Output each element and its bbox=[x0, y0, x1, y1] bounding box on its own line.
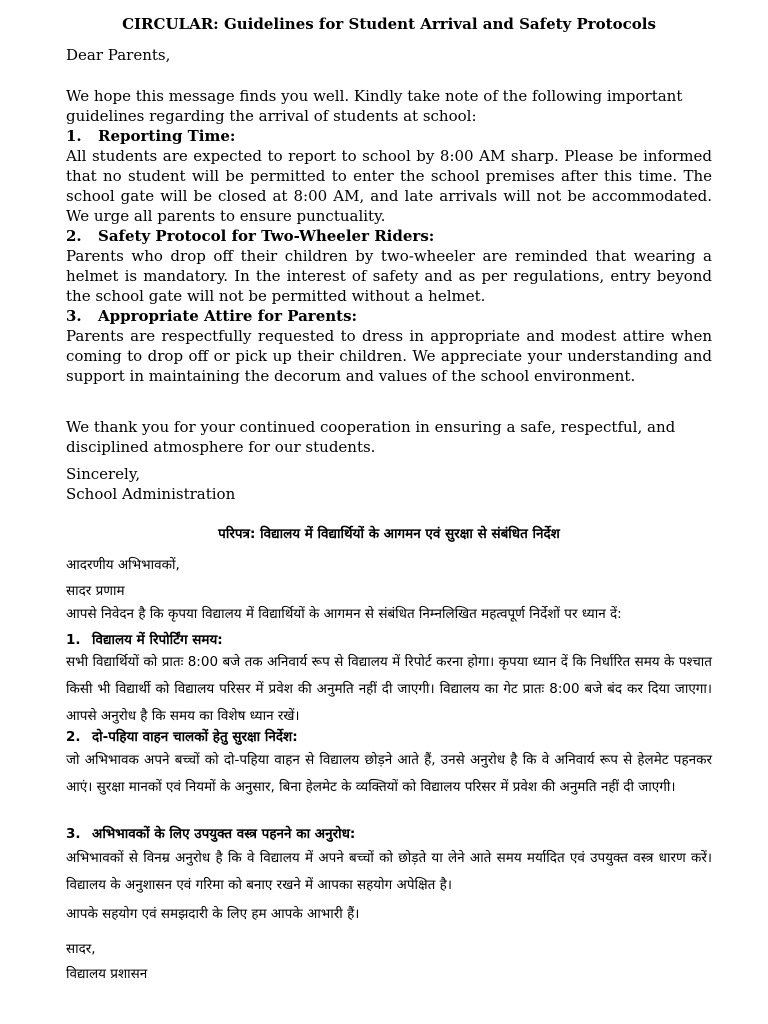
section-heading-text: विद्यालय में रिपोर्टिंग समय: bbox=[92, 632, 223, 648]
english-closing: We thank you for your continued cooperation in ensuring a safe, respectful, and disciplined atmosphere for our students. bbox=[66, 418, 676, 456]
english-signoff: Sincerely, bbox=[66, 465, 141, 483]
hindi-section-3-body: अभिभावकों से विनम्र अनुरोध है कि वे विद्यालय में अपने बच्चों को छोड़ते या लेने आते समय मर्यादित एवं उपयुक्त वस्त्र धारण करें। विद्यालय के अनुशासन एवं गरिमा को बनाए रखने में आपका सहयोग अपेक्षित है। bbox=[66, 850, 712, 893]
section-heading-text: Reporting Time: bbox=[98, 127, 236, 145]
english-section-3-heading bbox=[66, 306, 712, 326]
section-number: 1. bbox=[66, 632, 81, 648]
english-title: CIRCULAR: Guidelines for Student Arrival and Safety Protocols bbox=[122, 15, 656, 33]
english-salutation: Dear Parents, bbox=[66, 46, 171, 64]
english-section-2-heading bbox=[66, 226, 712, 246]
hindi-title: परिपत्र: विद्यालय में विद्यार्थियों के आगमन एवं सुरक्षा से संबंधित निर्देश bbox=[218, 526, 560, 542]
hindi-greeting: सादर प्रणाम bbox=[66, 583, 125, 599]
section-heading-text: Appropriate Attire for Parents: bbox=[98, 307, 358, 325]
hindi-closing: आपके सहयोग एवं समझदारी के लिए हम आपके आभारी हैं। bbox=[66, 906, 360, 922]
english-section-1-heading bbox=[66, 126, 712, 146]
english-section-2-body: Parents who drop off their children by two-wheeler are reminded that wearing a helmet is mandatory. In the interest of safety and as per regulations, entry beyond the school gate will not be permitted without a helmet. bbox=[66, 247, 712, 305]
english-section-3-body: Parents are respectfully requested to dress in appropriate and modest attire when coming to drop off or pick up their children. We appreciate your understanding and support in maintaining the decorum and values of the school environment. bbox=[66, 327, 712, 385]
hindi-section-3-heading bbox=[66, 821, 712, 848]
section-number: 3. bbox=[66, 826, 81, 842]
section-heading-text: Safety Protocol for Two-Wheeler Riders: bbox=[98, 227, 435, 245]
english-section-1-body: All students are expected to report to school by 8:00 AM sharp. Please be informed that no student will be permitted to enter the school premises after this time. The school gate will be closed at 8:00 AM, and late arrivals will not be accommodated. We urge all parents to ensure punctuality. bbox=[66, 147, 712, 225]
section-number: 1. bbox=[66, 127, 82, 145]
hindi-section-2-body: जो अभिभावक अपने बच्चों को दो-पहिया वाहन से विद्यालय छोड़ने आते हैं, उनसे अनुरोध है कि वे अनिवार्य रूप से हेलमेट पहनकर आएं। सुरक्षा मानकों एवं नियमों के अनुसार, बिना हेलमेट के व्यक्तियों को विद्यालय परिसर में प्रवेश की अनुमति नहीं दी जाएगी। bbox=[66, 752, 712, 795]
hindi-intro: आपसे निवेदन है कि कृपया विद्यालय में विद्यार्थियों के आगमन से संबंधित निम्नलिखित महत्वपूर्ण निर्देशों पर ध्यान दें: bbox=[66, 606, 622, 622]
hindi-signoff: सादर, bbox=[66, 941, 96, 957]
english-intro: We hope this message finds you well. Kindly take note of the following important guidelines regarding the arrival of students at school: bbox=[66, 87, 683, 125]
hindi-section-1-body: सभी विद्यार्थियों को प्रातः 8:00 बजे तक अनिवार्य रूप से विद्यालय में रिपोर्ट करना होगा। कृपया ध्यान दें कि निर्धारित समय के पश्चात किसी भी विद्यार्थी को विद्यालय परिसर में प्रवेश की अनुमति नहीं दी जाएगी। विद्यालय का गेट प्रातः 8:00 बजे बंद कर दिया जाएगा। आपसे अनुरोध है कि समय का विशेष ध्यान रखें। bbox=[66, 654, 712, 724]
section-heading-text: अभिभावकों के लिए उपयुक्त वस्त्र पहनने का अनुरोध: bbox=[92, 826, 356, 842]
section-number: 2. bbox=[66, 227, 82, 245]
hindi-salutation: आदरणीय अभिभावकों, bbox=[66, 557, 180, 573]
hindi-signature: विद्यालय प्रशासन bbox=[66, 966, 148, 982]
section-number: 2. bbox=[66, 729, 81, 745]
english-signature: School Administration bbox=[66, 485, 236, 503]
section-heading-text: दो-पहिया वाहन चालकों हेतु सुरक्षा निर्देश: bbox=[92, 729, 298, 745]
section-number: 3. bbox=[66, 307, 82, 325]
